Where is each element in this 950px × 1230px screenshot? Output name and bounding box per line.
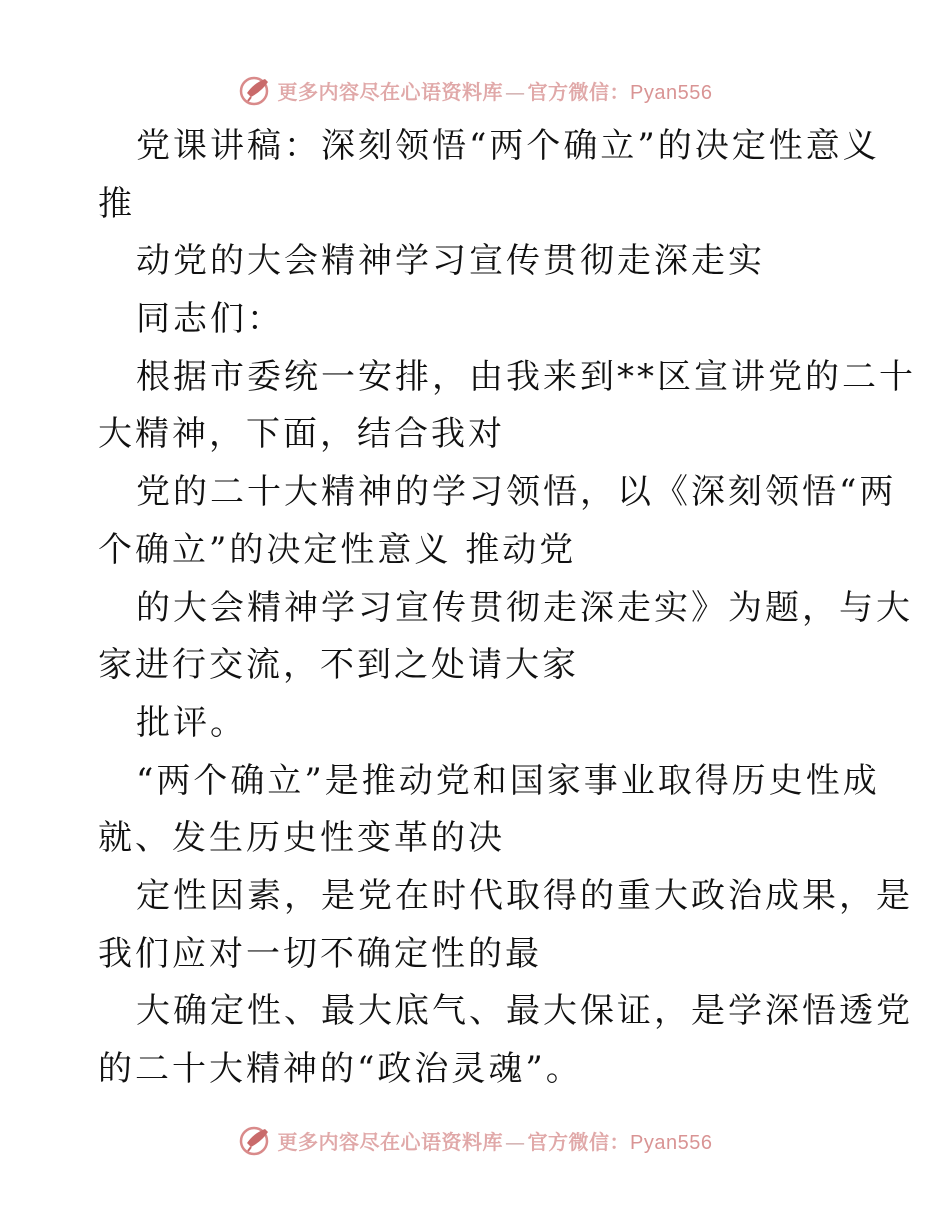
paragraph-line: 就、发生历史性变革的决 <box>98 818 505 859</box>
header-watermark <box>0 70 950 110</box>
paragraph-line: “两个确立”是推动党和国家事业取得历史性成 <box>136 760 880 801</box>
document-title-line-3: 动党的大会精神学习宣传贯彻走深走实 <box>136 241 765 282</box>
paragraph-line: 大精神，下面，结合我对 <box>98 414 505 455</box>
paragraph-line: 根据市委统一安排，由我来到**区宣讲党的二十 <box>136 356 916 397</box>
watermark-text: 更多内容尽在心语资料库 — 官方微信：Pyan556 <box>277 1129 713 1154</box>
paragraph-line: 定性因素，是党在时代取得的重大政治成果，是 <box>136 875 913 916</box>
paragraph-line: 个确立”的决定性意义 推动党 <box>98 529 577 570</box>
document-title-line-2: 推 <box>98 183 135 224</box>
paragraph-line: 批评。 <box>136 702 247 743</box>
pen-logo-icon <box>238 73 272 107</box>
watermark-text: 更多内容尽在心语资料库 — 官方微信：Pyan556 <box>277 79 713 104</box>
pen-logo-icon <box>238 1123 272 1157</box>
paragraph-line: 的大会精神学习宣传贯彻走深走实》为题，与大 <box>136 587 913 628</box>
paragraph-line: 党的二十大精神的学习领悟，以《深刻领悟“两 <box>136 472 897 513</box>
salutation: 同志们： <box>136 299 284 340</box>
paragraph-line: 大确定性、最大底气、最大保证，是学深悟透党 <box>136 991 913 1032</box>
paragraph-line: 家进行交流，不到之处请大家 <box>98 645 579 686</box>
footer-watermark <box>0 1120 950 1160</box>
document-title-line-1: 党课讲稿：深刻领悟“两个确立”的决定性意义 <box>136 126 880 166</box>
document-body <box>98 118 916 1099</box>
paragraph-line: 我们应对一切不确定性的最 <box>98 933 542 974</box>
paragraph-line: 的二十大精神的“政治灵魂”。 <box>98 1049 583 1089</box>
